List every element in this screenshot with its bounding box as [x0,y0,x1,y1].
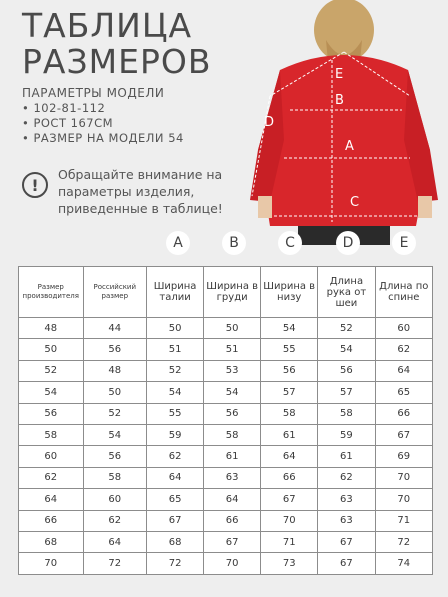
table-cell: 66 [375,403,432,424]
model-param-item: • РАЗМЕР НА МОДЕЛИ 54 [22,131,184,145]
table-cell: 72 [375,531,432,552]
table-cell: 66 [261,467,318,488]
table-row [19,446,433,467]
figure-label-d: D [264,115,275,130]
table-cell: 54 [147,382,204,403]
table-cell: 64 [147,467,204,488]
table-cell: 63 [318,510,375,531]
table-cell: 50 [19,339,84,360]
table-cell: 56 [204,403,261,424]
table-row [19,382,433,403]
table-cell: 58 [19,424,84,445]
page-title: ТАБЛИЦА РАЗМЕРОВ [22,6,212,81]
table-cell: 62 [83,510,147,531]
table-cell: 61 [204,446,261,467]
table-cell: 66 [19,510,84,531]
letter-circle-b: B [222,231,246,255]
figure-label-e: E [335,67,344,82]
table-cell: 71 [375,510,432,531]
table-cell: 52 [83,403,147,424]
table-cell: 54 [204,382,261,403]
table-cell: 59 [147,424,204,445]
table-cell: 58 [83,467,147,488]
table-cell: 52 [318,318,375,339]
letter-circle-d: D [336,231,360,255]
table-cell: 48 [83,360,147,381]
table-cell: 53 [204,360,261,381]
notice [22,166,258,217]
table-cell: 67 [147,510,204,531]
table-cell: 55 [261,339,318,360]
table-cell: 51 [147,339,204,360]
table-cell: 57 [318,382,375,403]
table-cell: 54 [318,339,375,360]
table-cell: 61 [318,446,375,467]
table-row [19,403,433,424]
table-cell: 58 [261,403,318,424]
table-cell: 64 [19,489,84,510]
header-back-length: Длина по спине [375,267,432,318]
table-cell: 65 [375,382,432,403]
table-cell: 70 [375,467,432,488]
table-cell: 66 [204,510,261,531]
table-row [19,339,433,360]
table-cell: 64 [375,360,432,381]
table-cell: 70 [375,489,432,510]
model-param-item: • РОСТ 167СМ [22,116,114,130]
table-cell: 74 [375,553,432,574]
notice-text: Обращайте внимание на параметры изделия, приведенные в таблице! [58,167,223,216]
table-cell: 60 [375,318,432,339]
table-cell: 70 [204,553,261,574]
table-row [19,489,433,510]
figure-label-b: B [335,93,344,108]
table-cell: 57 [261,382,318,403]
table-cell: 63 [204,467,261,488]
table-cell: 70 [19,553,84,574]
header-waist-width: Ширина талии [147,267,204,318]
letter-circle-e: E [392,231,416,255]
table-cell: 54 [261,318,318,339]
table-cell: 56 [19,403,84,424]
table-cell: 62 [147,446,204,467]
table-cell: 67 [261,489,318,510]
table-cell: 56 [83,446,147,467]
table-cell: 64 [204,489,261,510]
table-cell: 69 [375,446,432,467]
letter-circle-c: C [278,231,302,255]
table-cell: 70 [261,510,318,531]
table-cell: 62 [318,467,375,488]
table-cell: 56 [318,360,375,381]
table-row [19,424,433,445]
header-chest-width: Ширина в груди [204,267,261,318]
exclamation-icon: ! [22,172,48,198]
table-cell: 64 [83,531,147,552]
figure-label-c: C [350,195,360,210]
letter-circle-a: A [166,231,190,255]
table-cell: 65 [147,489,204,510]
table-header-row [19,267,433,318]
table-cell: 68 [19,531,84,552]
header-manufacturer-size: Размер производителя [19,267,84,318]
table-cell: 52 [19,360,84,381]
table-cell: 44 [83,318,147,339]
table-cell: 50 [83,382,147,403]
table-cell: 72 [147,553,204,574]
table-cell: 59 [318,424,375,445]
table-cell: 50 [147,318,204,339]
model-photo [240,0,448,245]
table-cell: 64 [261,446,318,467]
table-cell: 62 [375,339,432,360]
table-row [19,318,433,339]
table-cell: 54 [19,382,84,403]
size-table [18,266,433,575]
table-cell: 52 [147,360,204,381]
table-cell: 56 [261,360,318,381]
table-cell: 51 [204,339,261,360]
table-cell: 48 [19,318,84,339]
table-cell: 60 [83,489,147,510]
model-param-item: • 102-81-112 [22,101,106,115]
table-cell: 55 [147,403,204,424]
table-cell: 56 [83,339,147,360]
table-row [19,360,433,381]
table-cell: 72 [83,553,147,574]
table-row [19,531,433,552]
model-params [22,86,184,146]
table-cell: 58 [318,403,375,424]
header-bottom-width: Ширина в низу [261,267,318,318]
table-row [19,553,433,574]
table-cell: 71 [261,531,318,552]
table-cell: 68 [147,531,204,552]
table-cell: 61 [261,424,318,445]
figure-label-a: A [345,139,354,154]
table-cell: 67 [318,553,375,574]
table-cell: 62 [19,467,84,488]
table-cell: 67 [204,531,261,552]
table-cell: 50 [204,318,261,339]
table-cell: 63 [318,489,375,510]
table-cell: 58 [204,424,261,445]
header-sleeve-length: Длина рука от шеи [318,267,375,318]
table-cell: 73 [261,553,318,574]
header-russian-size: Российский размер [83,267,147,318]
table-row [19,467,433,488]
table-cell: 67 [375,424,432,445]
table-row [19,510,433,531]
table-cell: 67 [318,531,375,552]
hair-shape [314,0,374,62]
table-cell: 54 [83,424,147,445]
model-params-heading: ПАРАМЕТРЫ МОДЕЛИ [22,86,165,100]
table-body [19,318,433,575]
table-cell: 60 [19,446,84,467]
column-letters [0,231,448,261]
